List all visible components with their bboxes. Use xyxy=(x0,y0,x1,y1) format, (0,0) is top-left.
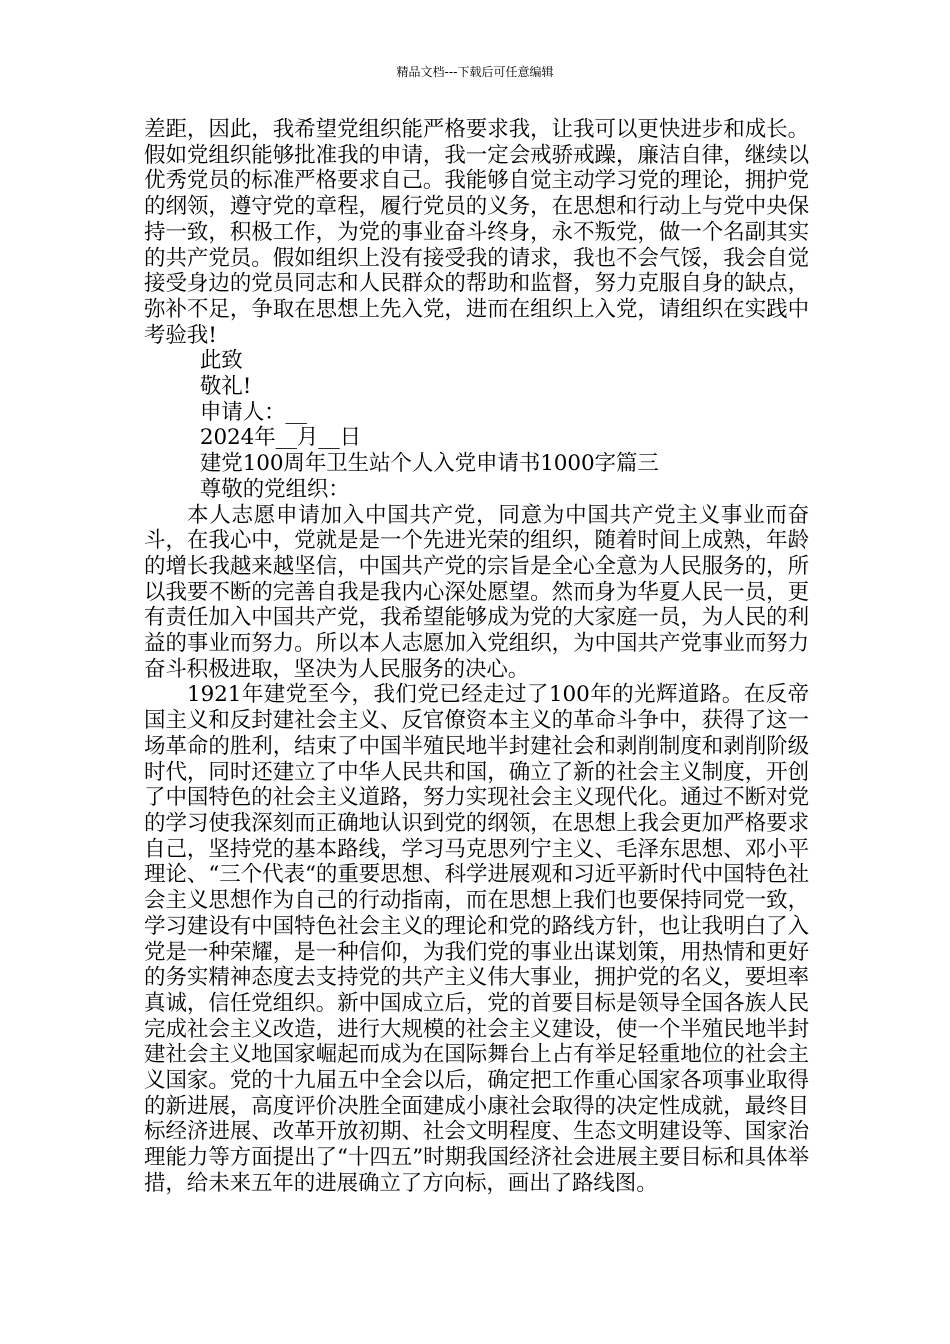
paragraph-3: 1921年建党至今，我们党已经走过了100年的光辉道路。在反帝国主义和反封建社会主义、反官僚资本主义的革命斗争中，获得了这一场革命的胜利，结束了中国半殖民地半封建社会和剥削制度和剥削阶级时代，同时还建立了中华人民共和国，确立了新的社会主义制度，开创了中国特色的社会主义道路，努力实现社会主义现代化。通过不断对党的学习使我深刻而正确地认识到党的纲领，在思想上我会更加严格要求自己，坚持党的基本路线，学习马克思列宁主义、毛泽东思想、邓小平理论、“三个代表“的重要思想、科学进展观和习近平新时代中国特色社会主义思想作为自己的行动指南，而在思想上我们也要保持同党一致，学习建设有中国特色社会主义的理论和党的路线方针，也让我明白了入党是一种荣耀，是一种信仰，为我们党的事业出谋划策，用热情和更好的务实精神态度去支持党的共产主义伟大事业，拥护党的名义，要坦率真诚，信任党组织。新中国成立后，党的首要目标是领导全国各族人民完成社会主义改造，进行大规模的社会主义建设，使一个半殖民地半封建社会主义地国家崛起而成为在国际舞台上占有举足轻重地位的社会主义国家。党的十九届五中全会以后，确定把工作重心国家各项事业取得的新进展，高度评价决胜全面建成小康社会取得的决定性成就，最终目标经济进展、改革开放初期、社会文明程度、生态文明建设等、国家治理能力等方面提出了“十四五”时期我国经济社会进展主要目标和具体举措，给未来五年的进展确立了方向标，画出了路线图。 xyxy=(144,682,809,1196)
closing-line-1: 此致 xyxy=(199,348,243,374)
date-line: 2024年__月__日 xyxy=(199,425,362,451)
paragraph-2: 本人志愿申请加入中国共产党，同意为中国共产党主义事业而奋斗，在我心中，党就是是一个先进光荣的组织，随着时间上成熟，年龄的增长我越来越坚信，中国共产党的宗旨是全心全意为人民服务的，所以我要不断的完善自我是我内心深处愿望。然而身为华夏人民一员，更有责任加入中国共产党，我希望能够成为党的大家庭一员，为人民的利益的事业而努力。所以本人志愿加入党组织，为中国共产党事业而努力奋斗积极进取，坚决为人民服务的决心。 xyxy=(144,502,809,682)
applicant-line: 申请人：__ xyxy=(199,399,307,425)
page-header: 精品文档---下载后可任意编辑 xyxy=(396,65,554,79)
paragraph-continued: 差距，因此，我希望党组织能严格要求我，让我可以更快进步和成长。假如党组织能够批准我的申请，我一定会戒骄戒躁，廉洁自律，继续以优秀党员的标准严格要求自己。我能够自觉主动学习党的理论，拥护党的纲领，遵守党的章程，履行党员的义务，在思想和行动上与党中央保持一致，积极工作，为党的事业奋斗终身，永不叛党，做一个名副其实的共产党员。假如组织上没有接受我的请求，我也不会气馁，我会自觉接受身边的党员同志和人民群众的帮助和监督，努力克服自身的缺点，弥补不足，争取在思想上先入党，进而在组织上入党，请组织在实践中考验我! xyxy=(144,117,809,348)
section-title: 建党100周年卫生站个人入党申请书1000字篇三 xyxy=(199,451,659,477)
closing-line-2: 敬礼! xyxy=(199,374,252,400)
document-body xyxy=(144,117,809,1197)
salutation: 尊敬的党组织： xyxy=(199,476,350,502)
